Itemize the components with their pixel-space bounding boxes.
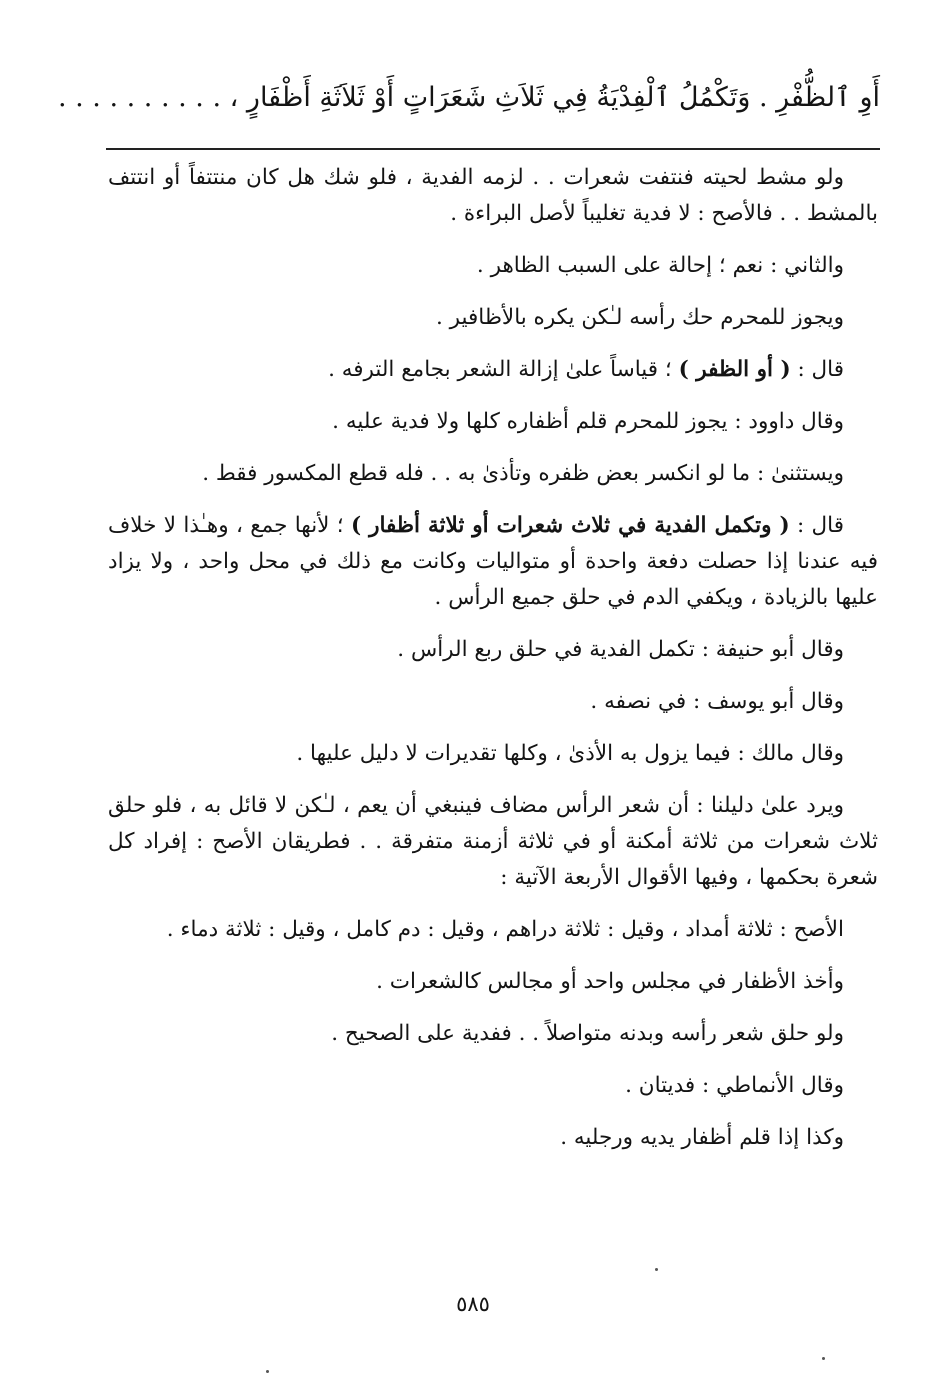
running-header	[57, 68, 880, 128]
page-number: ٥٨٥	[456, 1292, 490, 1316]
main-text	[108, 160, 878, 1156]
paragraph: ويجوز للمحرم حك رأسه لـٰكن يكره بالأظافير .	[435, 305, 844, 330]
matn-quote: ( أو الظفر )	[678, 357, 791, 382]
paragraph-lead: قال :	[790, 357, 844, 382]
paragraph: ولو مشط لحيته فنتفت شعرات . . لزمه الفدية ، فلو شك هل كان منتتفاً أو انتتف بالمشط . . فالأصح : لا فدية تغليباً لأصل البراءة .	[108, 165, 878, 226]
paragraph: وقال مالك : فيما يزول به الأذىٰ ، وكلها تقديرات لا دليل عليها .	[296, 741, 844, 766]
paragraph: ولو حلق شعر رأسه وبدنه متواصلاً . . ففدية على الصحيح .	[331, 1021, 844, 1046]
paragraph-rest: ؛ لأنها جمع ، وهـٰذا لا خلاف فيه عندنا إذا حصلت دفعة واحدة أو متواليات وكانت مع ذلك في محل واحد ، ولا يزاد عليها بالزيادة ، ويكفي الدم في حلق جميع الرأس .	[108, 513, 878, 610]
paragraph: ويرد علىٰ دليلنا : أن شعر الرأس مضاف فينبغي أن يعم ، لـٰكن لا قائل به ، فلو حلق ثلاث شعرات من ثلاثة أمكنة أو في ثلاثة أزمنة متفرقة . . فطريقان الأصح : إفراد كل شعرة بحكمها ، وفيها الأقوال الأربعة الآتية :	[108, 793, 878, 890]
paragraph: وقال داوود : يجوز للمحرم قلم أظفاره كلها ولا فدية عليه .	[332, 409, 844, 434]
header-text: أَوِ ٱلظُّفْرِ . وَتَكْمُلُ ٱلْفِدْيَةُ فِي ثَلاَثِ شَعَرَاتٍ أَوْ ثَلاَثَةِ أَظْفَارٍ ،	[229, 82, 880, 113]
print-speck	[655, 1268, 658, 1271]
header-dots: . . . . . . . . . .	[57, 82, 222, 113]
paragraph-lead: قال :	[789, 513, 844, 538]
paragraph: وقال أبو حنيفة : تكمل الفدية في حلق ربع الرأس .	[397, 637, 844, 662]
paragraph: وقال أبو يوسف : في نصفه .	[590, 689, 844, 714]
header-divider	[106, 148, 880, 150]
paragraph	[108, 352, 878, 388]
paragraph: وكذا إذا قلم أظفار يديه ورجليه .	[560, 1125, 844, 1150]
print-speck	[822, 1357, 825, 1360]
paragraph	[108, 508, 878, 616]
print-speck	[266, 1370, 269, 1373]
paragraph: الأصح : ثلاثة أمداد ، وقيل : ثلاثة دراهم ، وقيل : دم كامل ، وقيل : ثلاثة دماء .	[166, 917, 844, 942]
paragraph: وأخذ الأظفار في مجلس واحد أو مجالس كالشعرات .	[376, 969, 844, 994]
matn-quote: ( وتكمل الفدية في ثلاث شعرات أو ثلاثة أظفار )	[350, 513, 790, 538]
paragraph: ويستثنىٰ : ما لو انكسر بعض ظفره وتأذىٰ به . . فله قطع المكسور فقط .	[202, 461, 844, 486]
paragraph: والثاني : نعم ؛ إحالة على السبب الظاهر .	[476, 253, 844, 278]
paragraph: وقال الأنماطي : فديتان .	[625, 1073, 844, 1098]
paragraph-rest: ؛ قياساً علىٰ إزالة الشعر بجامع الترفه .	[328, 357, 679, 382]
